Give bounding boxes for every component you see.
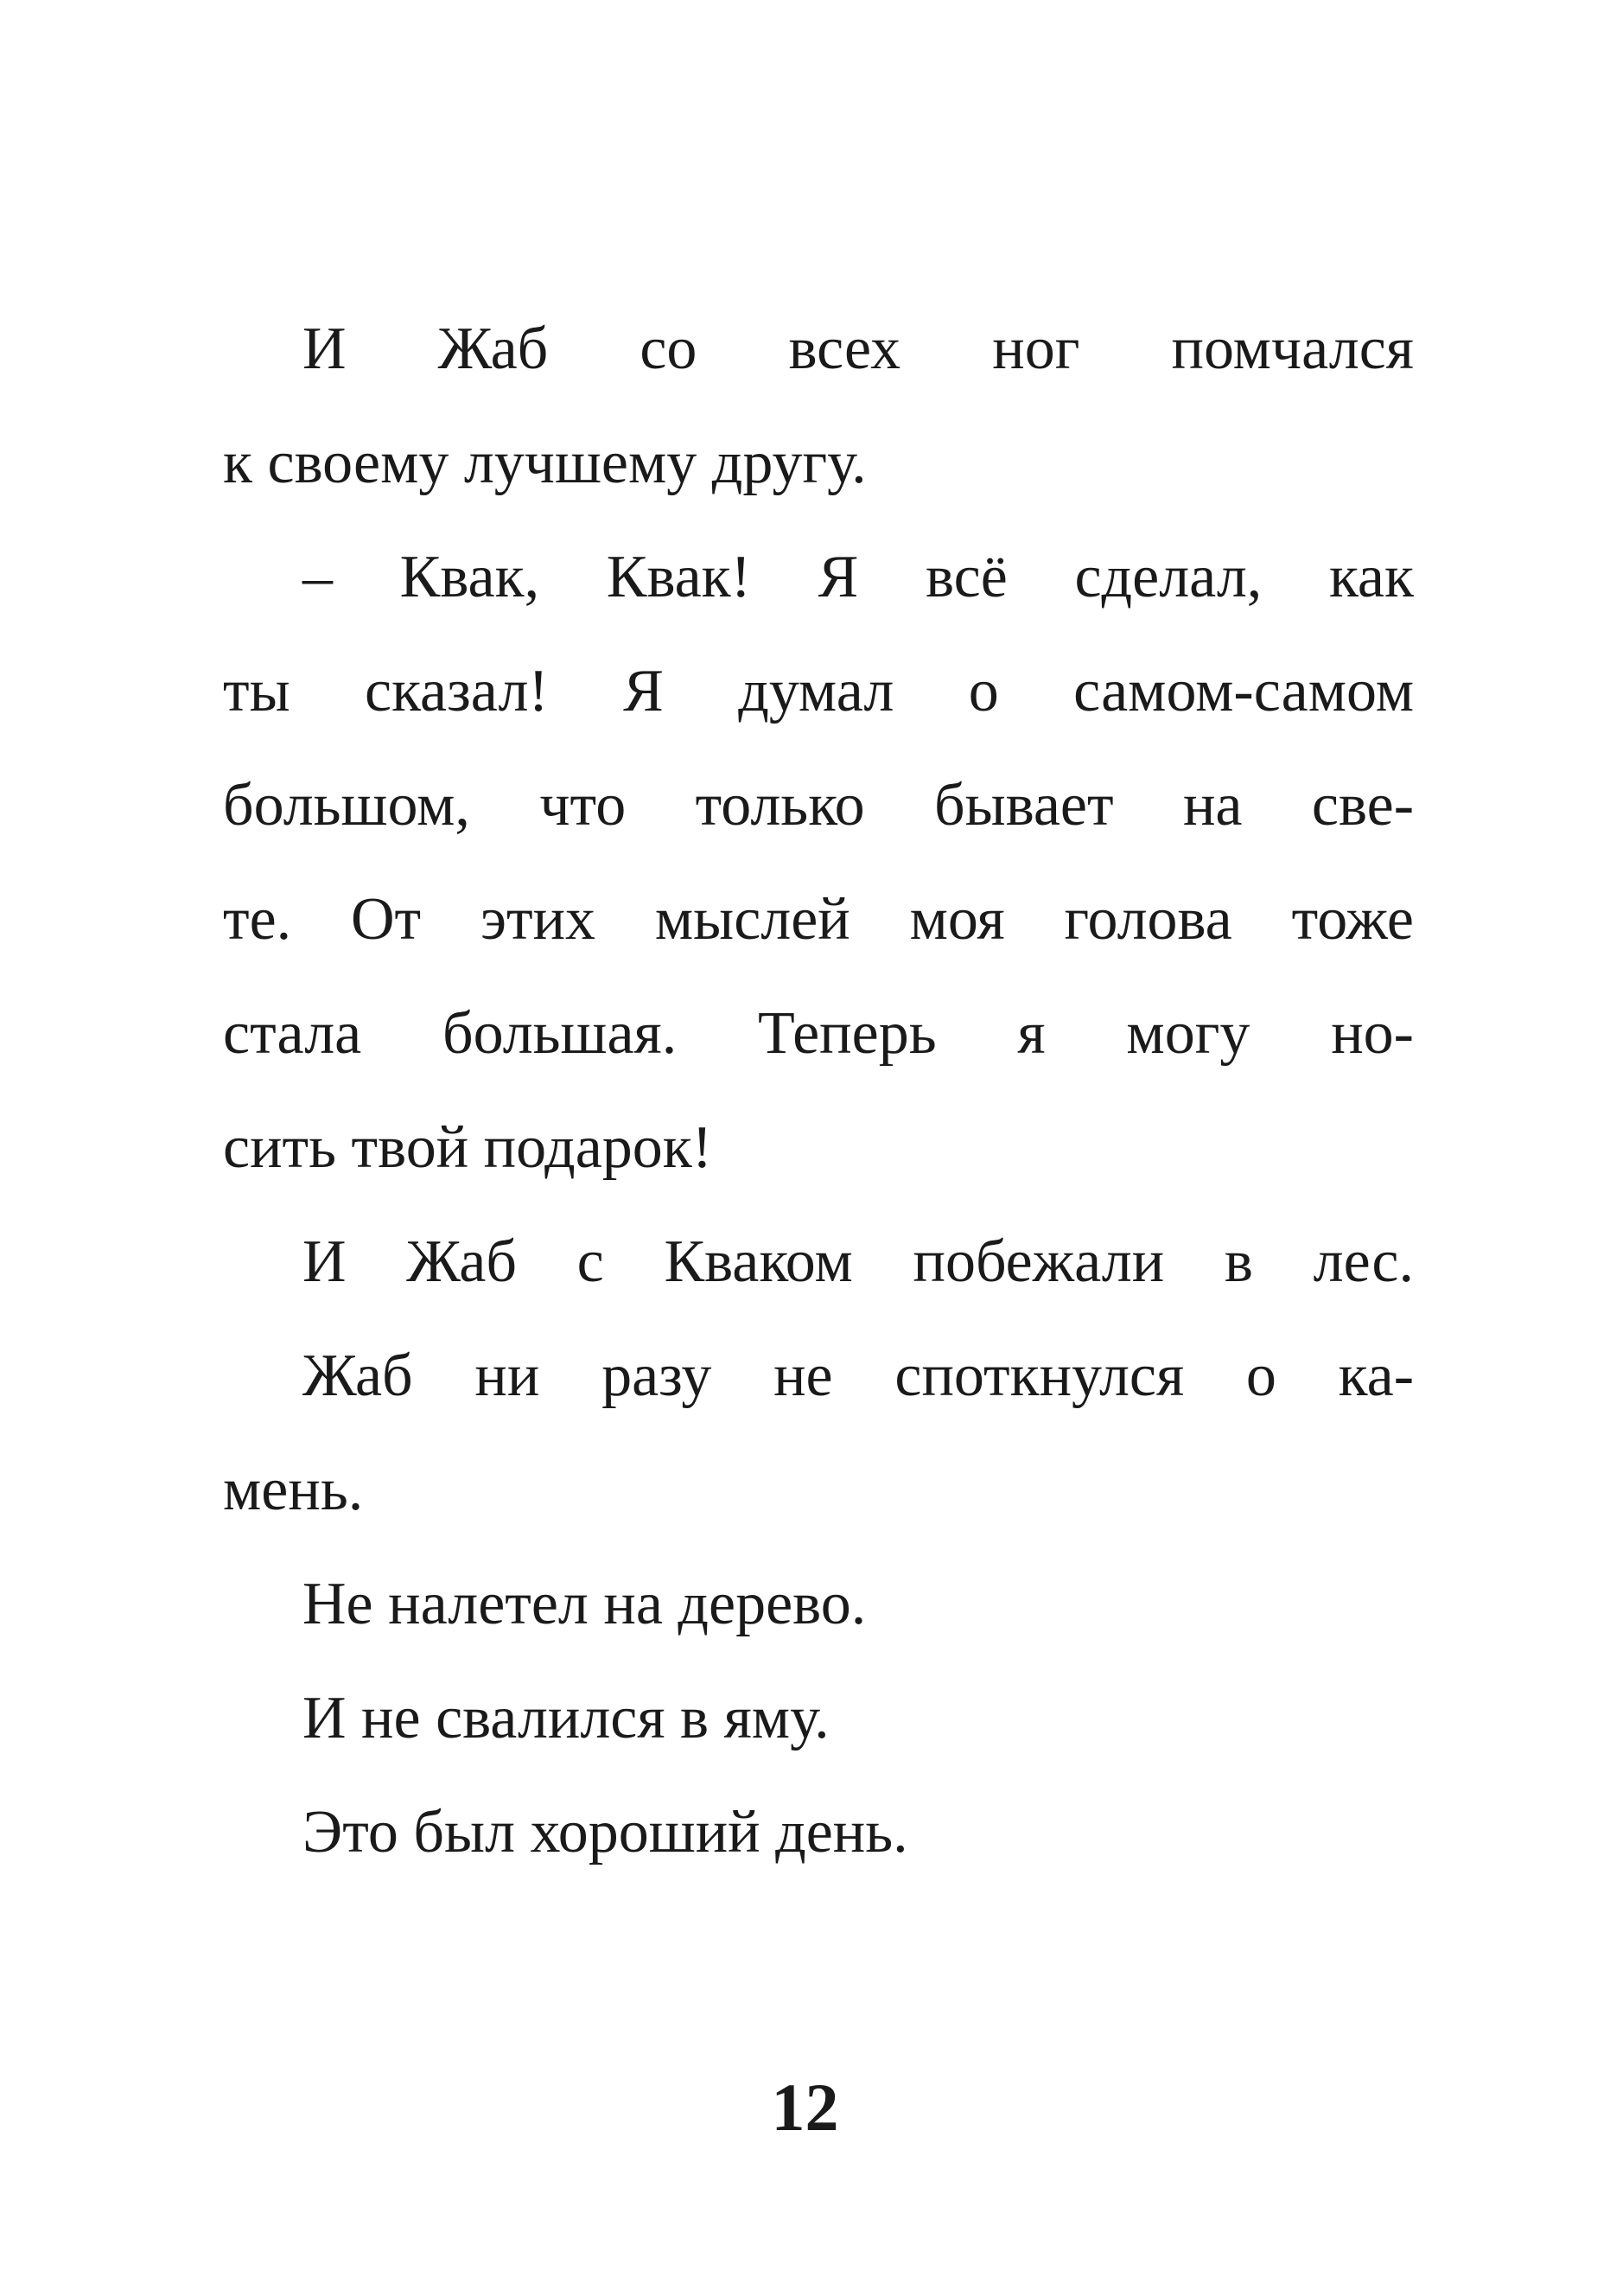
text-line: ты сказал! Я думал о самом-самом <box>223 658 1414 724</box>
text-line: большом, что только бывает на све- <box>223 772 1414 839</box>
text-line: стала большая. Теперь я могу но- <box>223 1000 1414 1067</box>
page-body-text <box>223 292 1414 1890</box>
text-line: мень. <box>223 1457 364 1523</box>
text-line: И не свалился в яму. <box>302 1685 830 1751</box>
text-line: И Жаб с Кваком побежали в лес. <box>302 1228 1414 1295</box>
text-line: – Квак, Квак! Я всё сделал, как <box>302 544 1414 610</box>
text-line: те. От этих мыслей моя голова тоже <box>223 886 1414 953</box>
text-line: Жаб ни разу не споткнулся о ка- <box>302 1343 1414 1409</box>
page-number: 12 <box>771 2070 839 2145</box>
text-line: к своему лучшему другу. <box>223 430 867 496</box>
text-line: Это был хороший день. <box>302 1799 908 1866</box>
text-line: И Жаб со всех ног помчался <box>302 316 1414 382</box>
text-line: сить твой подарок! <box>223 1114 713 1181</box>
text-line: Не налетел на дерево. <box>302 1571 867 1637</box>
